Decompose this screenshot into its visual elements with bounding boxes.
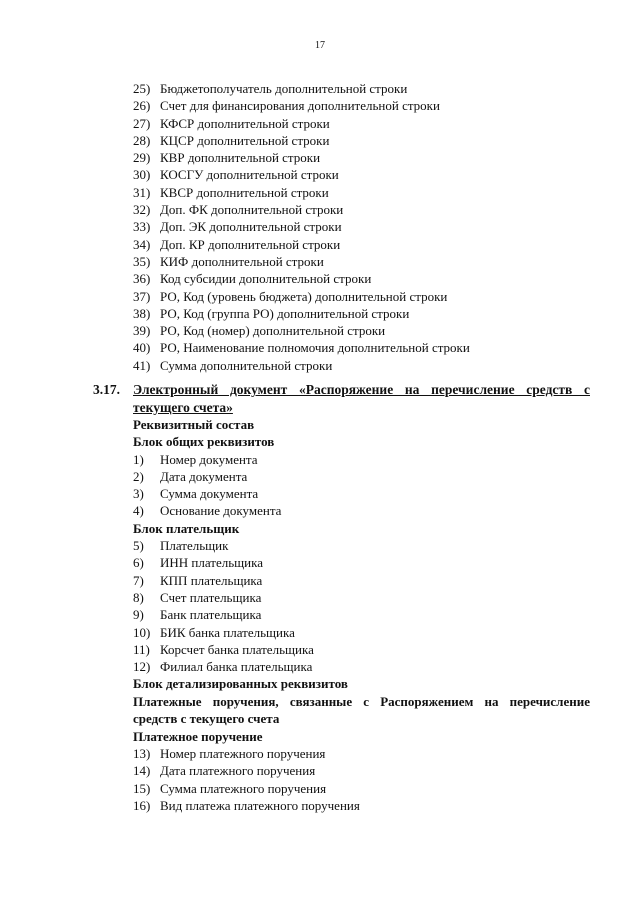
list-item — [133, 745, 590, 762]
common-block-heading: Блок общих реквизитов — [133, 434, 275, 450]
item-number: 2) — [133, 468, 144, 484]
list-item — [133, 339, 603, 356]
item-number: 5) — [133, 538, 144, 554]
item-number: 35) — [133, 253, 151, 269]
list-item — [133, 624, 590, 641]
item-text: Доп. КР дополнительной строки — [160, 236, 341, 252]
list-item — [133, 322, 603, 339]
item-text: КЦСР дополнительной строки — [160, 132, 330, 148]
item-text: Плательщик — [160, 538, 229, 554]
item-text: Счет плательщика — [160, 589, 262, 605]
payment-order-heading: Платежное поручение — [133, 728, 263, 744]
detailed-block-heading: Блок детализированных реквизитов — [133, 676, 348, 692]
item-number: 41) — [133, 357, 151, 373]
item-number: 8) — [133, 589, 144, 605]
list-item — [133, 132, 603, 149]
list-item — [133, 641, 590, 658]
item-number: 13) — [133, 746, 151, 762]
item-text: Корсчет банка плательщика — [160, 641, 314, 657]
list-item — [133, 485, 590, 502]
item-number: 40) — [133, 340, 151, 356]
payer-block-heading: Блок плательщик — [133, 520, 240, 536]
item-text: Бюджетополучатель дополнительной строки — [160, 81, 408, 96]
section-content — [133, 416, 590, 814]
list-item — [133, 780, 590, 797]
list-item — [133, 270, 603, 287]
list-item — [133, 97, 603, 114]
item-number: 6) — [133, 555, 144, 571]
item-text: БИК банка плательщика — [160, 624, 295, 640]
page-number: 17 — [315, 40, 325, 51]
list-item — [133, 451, 590, 468]
item-number: 37) — [133, 288, 151, 304]
item-text: Счет для финансирования дополнительной строки — [160, 98, 440, 114]
item-number: 9) — [133, 607, 144, 623]
payment-orders-heading: Платежные поручения, связанные с Распоряжением на перечисление средств с текущего счета — [133, 693, 590, 727]
item-text: Код субсидии дополнительной строки — [160, 271, 372, 287]
item-number: 32) — [133, 202, 151, 218]
item-number: 33) — [133, 219, 151, 235]
list-item — [133, 236, 603, 253]
item-text: РО, Код (уровень бюджета) дополнительной строки — [160, 288, 448, 304]
list-item — [133, 797, 590, 814]
list-item — [133, 606, 590, 623]
item-number: 31) — [133, 184, 151, 200]
section-number: 3.17. — [93, 382, 120, 397]
item-text: КОСГУ дополнительной строки — [160, 167, 339, 183]
list-item — [133, 554, 590, 571]
list-item — [133, 218, 603, 235]
list-item — [133, 253, 603, 270]
item-number: 11) — [133, 641, 150, 657]
list-item — [133, 468, 590, 485]
list-item — [133, 502, 590, 519]
item-number: 16) — [133, 797, 151, 813]
list-item — [133, 80, 603, 97]
list-item — [133, 572, 590, 589]
list-item — [133, 658, 590, 675]
item-number: 29) — [133, 150, 151, 166]
item-text: Сумма документа — [160, 486, 259, 502]
item-text: Банк плательщика — [160, 607, 262, 623]
item-number: 27) — [133, 115, 151, 131]
list-item — [133, 305, 603, 322]
item-text: КПП плательщика — [160, 572, 263, 588]
item-text: КВР дополнительной строки — [160, 150, 321, 166]
item-text: Номер документа — [160, 451, 258, 467]
item-number: 10) — [133, 624, 151, 640]
item-number: 15) — [133, 780, 151, 796]
item-number: 14) — [133, 763, 151, 779]
item-number: 30) — [133, 167, 151, 183]
item-text: Дата документа — [160, 468, 248, 484]
item-text: Сумма дополнительной строки — [160, 357, 333, 373]
item-number: 25) — [133, 81, 151, 96]
list-item — [133, 201, 603, 218]
item-text: ИНН плательщика — [160, 555, 264, 571]
item-number: 36) — [133, 271, 151, 287]
item-text: КИФ дополнительной строки — [160, 253, 324, 269]
item-text: Основание документа — [160, 503, 282, 519]
list-item — [133, 149, 603, 166]
item-number: 28) — [133, 132, 151, 148]
item-number: 12) — [133, 659, 151, 675]
item-text: РО, Код (номер) дополнительной строки — [160, 323, 386, 339]
list-item — [133, 589, 590, 606]
list-item — [133, 762, 590, 779]
item-text: КФСР дополнительной строки — [160, 115, 330, 131]
item-text: РО, Код (группа РО) дополнительной строки — [160, 305, 410, 321]
item-number: 34) — [133, 236, 151, 252]
item-number: 3) — [133, 486, 144, 502]
composition-heading: Реквизитный состав — [133, 417, 255, 432]
list-item — [133, 288, 603, 305]
item-number: 26) — [133, 98, 151, 114]
list-item — [133, 537, 590, 554]
item-text: КВСР дополнительной строки — [160, 184, 329, 200]
item-text: Доп. ЭК дополнительной строки — [160, 219, 342, 235]
item-number: 39) — [133, 323, 151, 339]
list-item — [133, 115, 603, 132]
item-text: Вид платежа платежного поручения — [160, 797, 360, 813]
item-text: Дата платежного поручения — [160, 763, 316, 779]
list-item — [133, 184, 603, 201]
item-text: РО, Наименование полномочия дополнительной строки — [160, 340, 470, 356]
attribute-list-continued — [133, 80, 603, 374]
section-title: Электронный документ «Распоряжение на перечисление средств с текущего счета» — [133, 382, 590, 415]
item-number: 7) — [133, 572, 144, 588]
list-item — [133, 357, 603, 374]
item-text: Сумма платежного поручения — [160, 780, 327, 796]
item-text: Филиал банка плательщика — [160, 659, 313, 675]
list-item — [133, 166, 603, 183]
item-number: 4) — [133, 503, 144, 519]
item-text: Доп. ФК дополнительной строки — [160, 202, 344, 218]
item-number: 1) — [133, 451, 144, 467]
item-text: Номер платежного поручения — [160, 746, 326, 762]
item-number: 38) — [133, 305, 151, 321]
